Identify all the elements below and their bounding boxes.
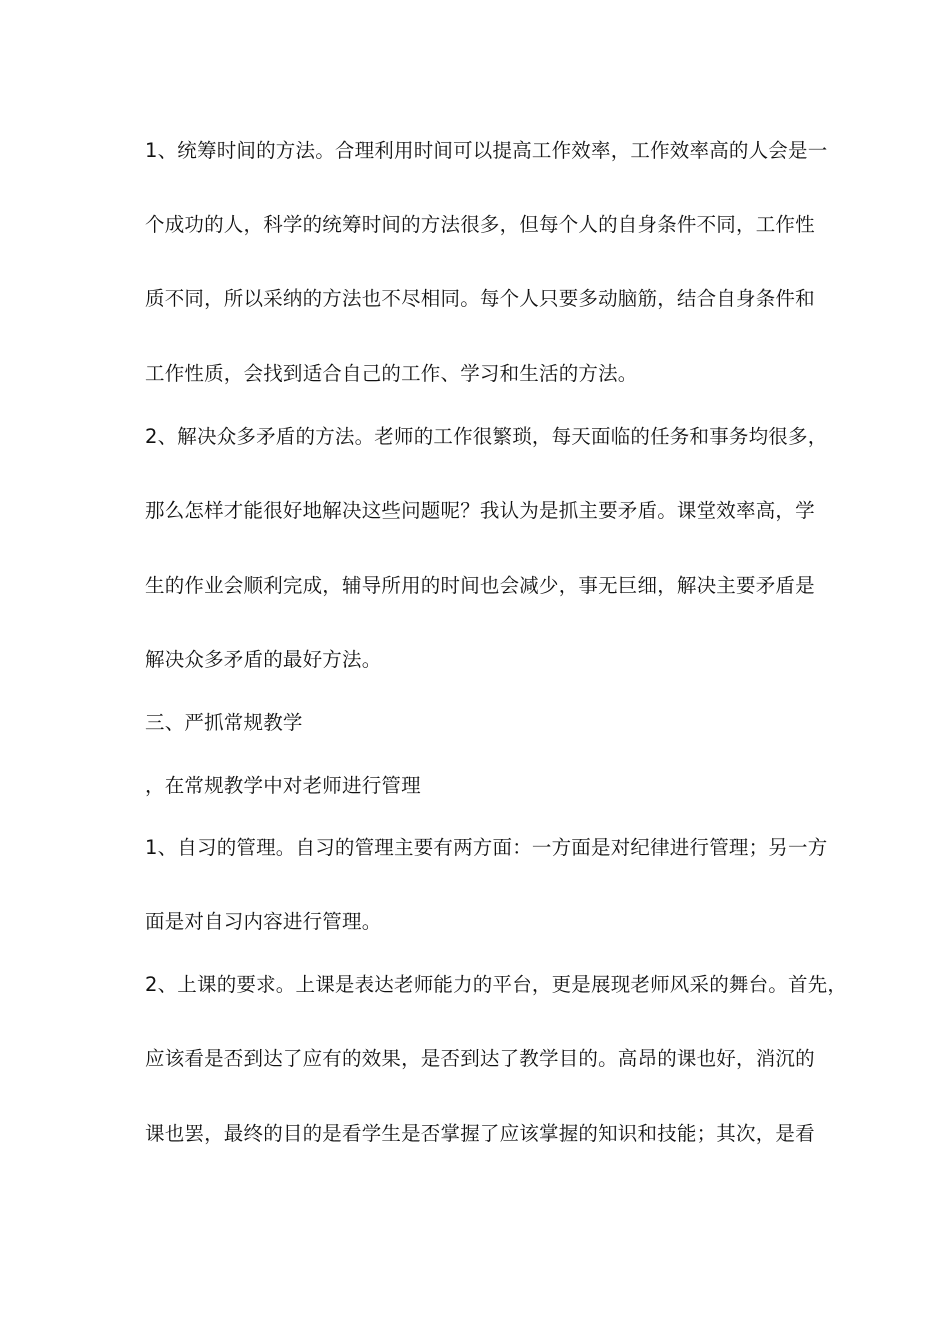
text-line: ，在常规教学中对老师进行管理 <box>145 774 421 797</box>
section-heading: 三、严抓常规教学 <box>145 711 303 734</box>
text-line: 个成功的人，科学的统筹时间的方法很多，但每个人的自身条件不同，工作性 <box>145 213 815 236</box>
text-line: 2、解决众多矛盾的方法。老师的工作很繁琐，每天面临的任务和事务均很多， <box>145 425 828 448</box>
text-line: 解决众多矛盾的最好方法。 <box>145 648 382 671</box>
text-line: 2、上课的要求。上课是表达老师能力的平台，更是展现老师风采的舞台。首先， <box>145 973 848 996</box>
text-line: 生的作业会顺利完成，辅导所用的时间也会减少，事无巨细，解决主要矛盾是 <box>145 574 815 597</box>
text-line: 课也罢，最终的目的是看学生是否掌握了应该掌握的知识和技能；其次，是看 <box>145 1122 815 1145</box>
text-line: 1、自习的管理。自习的管理主要有两方面：一方面是对纪律进行管理；另一方 <box>145 836 828 859</box>
text-line: 应该看是否到达了应有的效果，是否到达了教学目的。高昂的课也好，消沉的 <box>145 1047 815 1070</box>
text-line: 面是对自习内容进行管理。 <box>145 910 382 933</box>
text-line: 质不同，所以采纳的方法也不尽相同。每个人只要多动脑筋，结合自身条件和 <box>145 287 815 310</box>
text-line: 那么怎样才能很好地解决这些问题呢？我认为是抓主要矛盾。课堂效率高，学 <box>145 499 815 522</box>
text-line: 1、统筹时间的方法。合理利用时间可以提高工作效率，工作效率高的人会是一 <box>145 139 828 162</box>
text-line: 工作性质，会找到适合自己的工作、学习和生活的方法。 <box>145 362 638 385</box>
